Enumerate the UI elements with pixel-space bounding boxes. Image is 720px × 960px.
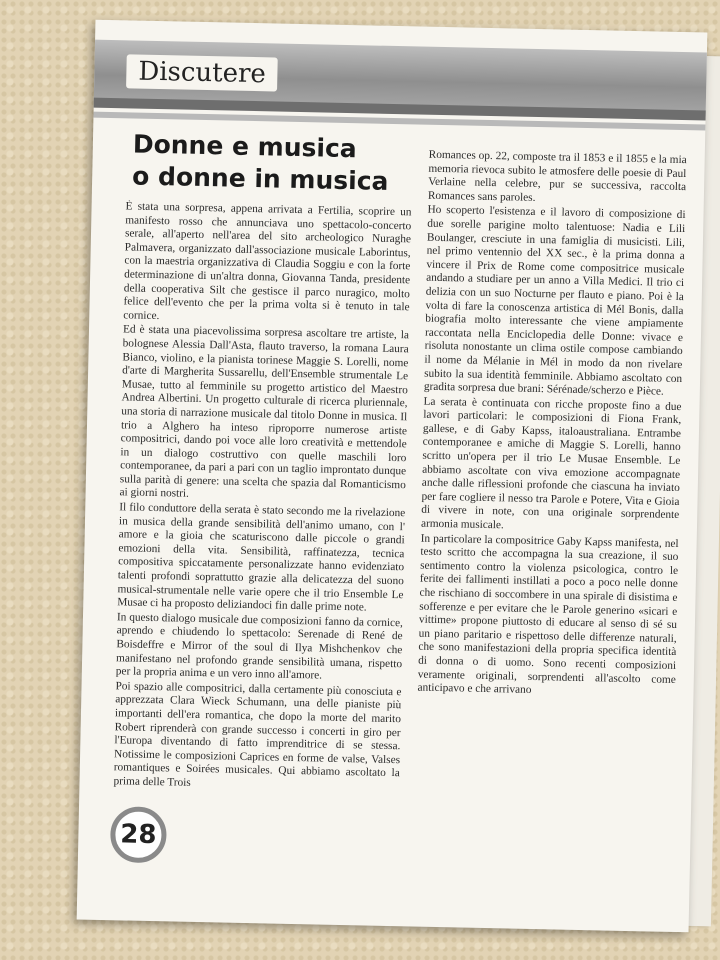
paragraph: È stata una sorpresa, appena arrivata a Fertilia, scoprire un manifesto rosso che annunciava uno spettacolo-concerto serale, all'aperto nell'area del sito archeologico Nuraghe Palmavera, organizzato dall'associazione musicale Laborintus, con la maestria organizzativa di Claudia Soggiu e con la forte determinazione di un'altra donna, Giovanna Tanda, presidente della cooperativa Silt che gestisce il parco nuragico, molto felice dell'evento che per la prima volta si è tenuto in tale cornice. <box>123 200 412 322</box>
title-line-1: Donne e musica <box>132 129 357 164</box>
paragraph: La serata è continuata con ricche proposte fino a due lavori particolari: le composizioni di Fiona Frank, gallese, e di Gaby Kapss, italoaustraliana. Entrambe contemporanee e amiche di Maggie S. Lorelli, hanno scritto un'opera per il trio Le Musae Ensemble. Le abbiamo ascoltate con viva emozione accompagnate anche dalle riflessioni profonde che ciascuna ha inviato per fare cogliere il nesso tra Parole e Potere, Vita e Gioia di vivere in note, con una originale sorprendente armonia musicale. <box>420 395 682 532</box>
left-column <box>111 200 412 906</box>
paragraph: Poi spazio alle compositrici, dalla certamente più conosciuta e apprezzata Clara Wieck Schumann, una delle pianiste più importanti dell'era romantica, che dopo la morte del marito Robert riprenderà con grande successo i concerti in giro per l'Europa diventando di fatto imprenditrice di se stessa. Notissime le composizioni Caprices en forme de valse, Valses romantiques e Soirées musicales. Qui abbiamo ascoltato la prima delle Trois <box>113 680 402 789</box>
title-line-2: o donne in musica <box>131 161 389 196</box>
paragraph: In questo dialogo musicale due composizioni fanno da cornice, aprendo e chiudendo lo spettacolo: Serenade di René de Boisdeffre e Mirror of the soul di Ilya Mishchenkov che manifestano nel profondo grande sensibilità umana, rispetto per la propria anima e un vero inno all'amore. <box>115 611 404 682</box>
paragraph: In particolare la compositrice Gaby Kapss manifesta, nel testo scritto che accompagna la sua creazione, il suo sentimento contro la violenza psicologica, contro le ferite dei fallimenti instillati a poco a poco nelle donne che rischiano di soccombere in una spirale di disistima e sofferenze e per evitare che le Parole generino «sicari e vittime» propone piuttosto di educare al senso di sé su un piano paritario e rispettoso delle differenze naturali, che sono manifestazioni della propria specifica identità di donna o di uomo. Sono recenti composizioni veramente originali, sorprendenti all'ascolto come anticipavo e che arrivano <box>417 532 679 697</box>
right-column <box>413 149 687 914</box>
section-label: Discutere <box>126 54 278 91</box>
paragraph: Ed è stata una piacevolissima sorpresa ascoltare tre artiste, la bolognese Alessia Dall'Asta, flauto traverso, la romana Laura Bianco, violino, e la pianista torinese Maggie S. Lorelli, nome d'arte di Margherita Sussarellu, dell'Ensemble strumentale Le Musae, tutto al femminile su progetto artistico del Maestro Andrea Albertini. Un progetto culturale di ricerca pluriennale, una storia di narrazione musicale dal titolo Donne in musica. Il trio a Alghero ha inteso riproporre numerose artiste compositrici, dando poi voce alle loro creatività e mettendole in un dialogo costruttivo con quelle maschili loro contemporanee, da pari a pari con un taglio improntato dunque sulla parità di genere: una scelta che spazia dal Romanticismo ai giorni nostri. <box>119 323 410 501</box>
paragraph: Il filo conduttore della serata è stato secondo me la rivelazione in musica della grande sensibilità dell'animo umano, con l' amore e la gioia che scaturiscono dalle piccole o grandi emozioni della vita. Sensibilità, raffinatezza, tecnica compositiva spiccatamente personalizzate hanno evidenziato talenti profondi soprattutto grazie alla delicatezza del suono musical-strumentale nelle varie opere che il trio Ensemble Le Musae ci ha proposto deliziandoci fin dalle prime note. <box>117 501 406 614</box>
article-title <box>132 129 433 199</box>
paragraph: Ho scoperto l'esistenza e il lavoro di composizione di due sorelle parigine molto talentuose: Nadia e Lili Boulanger, cresciute in una famiglia di musicisti. Lili, nel primo ventennio del XX sec., è la prima donna a vincere il Prix de Rome come compositrice musicale andando a studiare per un anno a Villa Medici. Il trio ci delizia con un suo Nocturne per flauto e piano. Poi è la volta di fare la conoscenza artistica di Mél Bonis, dalla biografia molto interessante che viene ampiamente raccontata nella Enciclopedia delle Donne: vivace e risoluta nonostante un clima ostile compose cambiando il nome da Mélanie in Mél in modo da non rivelare subito la sua identità femminile. Abbiamo ascoltato con gradita sorpresa due brani: Sérénade/scherzo e Pièce. <box>423 204 686 398</box>
magazine-page <box>77 20 708 933</box>
page-number: 28 <box>110 806 167 863</box>
paragraph: Romances op. 22, composte tra il 1853 e il 1855 e la mia memoria rievoca subito le atmosfere delle poesie di Paul Verlaine nella celebre, pur se successiva, raccolta Romances sans paroles. <box>427 148 687 204</box>
